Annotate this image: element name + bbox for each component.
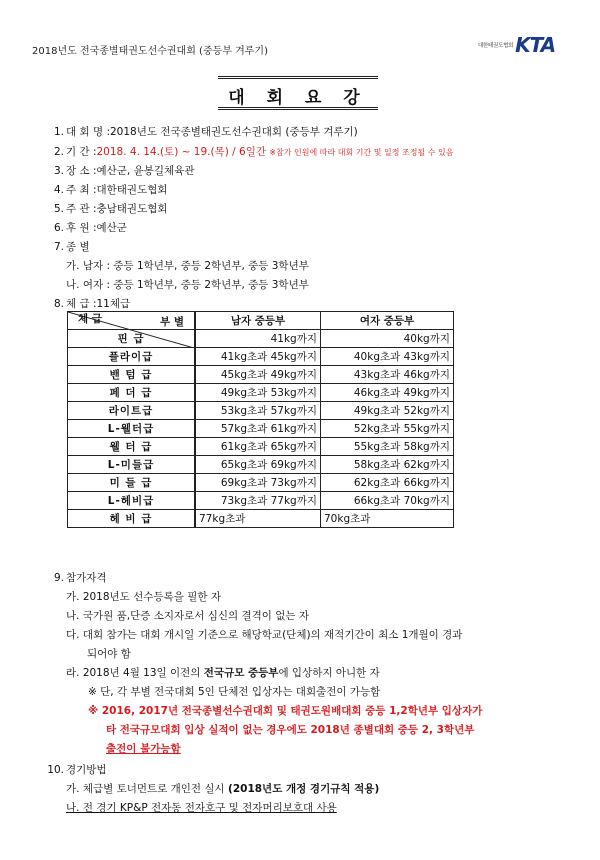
item-number: 3.: [53, 165, 64, 177]
item-number: 2.: [53, 146, 64, 158]
item-value: 대한태권도협회: [96, 184, 168, 196]
kta-logo: [478, 33, 555, 57]
item-sponsor: [46, 220, 127, 235]
item-competition-method: [46, 762, 107, 777]
eligibility-d-text: 라. 2018년 4월 13일 이전의: [66, 667, 204, 679]
male-range: 73kg초과 77kg까지: [195, 492, 321, 510]
item-value: 11체급: [96, 298, 131, 310]
item-number: 9.: [53, 572, 64, 584]
item-label: 대 회 명 :: [66, 126, 110, 138]
weight-class-name: 헤 비 급: [68, 510, 196, 528]
male-range: 41kg까지: [195, 330, 321, 348]
item-weight-classes: [46, 296, 130, 311]
male-range: 69kg초과 73kg까지: [195, 474, 321, 492]
weight-class-table: [67, 311, 454, 528]
item-label: 후 원 :: [66, 222, 97, 234]
female-range: 62kg초과 66kg까지: [321, 474, 454, 492]
item-number: 4.: [53, 184, 64, 196]
item-label: 주 최 :: [66, 184, 97, 196]
method-a-text: 가. 체급별 토너먼트로 개인전 실시: [66, 783, 229, 795]
table-row: [68, 492, 454, 510]
item-number: 1.: [53, 126, 64, 138]
item-label: 장 소 :: [66, 165, 97, 177]
item-value: 예산군: [96, 222, 127, 234]
item-label: 경기방법: [66, 764, 107, 776]
table-row: [68, 510, 454, 528]
male-range: 41kg초과 45kg까지: [195, 348, 321, 366]
weight-class-name: L-헤비급: [68, 492, 196, 510]
table-corner-header: [68, 312, 196, 330]
header-division: 부 별: [160, 316, 184, 328]
female-range: 66kg초과 70kg까지: [321, 492, 454, 510]
weight-class-name: 플라이급: [68, 348, 196, 366]
table-row: [68, 348, 454, 366]
item-event-name: [46, 124, 358, 139]
male-range: 53kg초과 57kg까지: [195, 402, 321, 420]
item-number: 7.: [53, 241, 64, 253]
male-range: 45kg초과 49kg까지: [195, 366, 321, 384]
male-range: 77kg초과: [195, 510, 321, 528]
eligibility-d-bold: 전국규모 중등부: [203, 667, 279, 679]
item-label: 체 급 :: [66, 298, 97, 310]
method-a-bold: (2018년도 개정 경기규칙 적용): [228, 783, 380, 795]
table-row: [68, 366, 454, 384]
page-title: 대 회 요 강: [228, 88, 368, 108]
weight-class-name: 라이트급: [68, 402, 196, 420]
female-range: 49kg초과 52kg까지: [321, 402, 454, 420]
item-label: 기 간 :: [66, 146, 97, 158]
eligibility-b: 나. 국가원 품,단증 소지자로서 심신의 결격이 없는 자: [66, 610, 310, 622]
table-row: [68, 456, 454, 474]
table-row: [68, 438, 454, 456]
weight-class-name: L-미들급: [68, 456, 196, 474]
eligibility-note-team: ※ 단, 각 부별 전국대회 5인 단체전 입상자는 대회출전이 가능함: [88, 686, 381, 698]
weight-class-name: 페 더 급: [68, 384, 196, 402]
table-row: [68, 474, 454, 492]
weight-class-name: L-웰터급: [68, 420, 196, 438]
male-range: 61kg초과 65kg까지: [195, 438, 321, 456]
division-male: 가. 남자 : 중등 1학년부, 중등 2학년부, 중등 3학년부: [66, 260, 309, 272]
eligibility-d-tail: 에 입상하지 아니한 자: [278, 667, 380, 679]
document-header: 2018년도 전국종별태권도선수권대회 (중등부 겨루기): [32, 46, 268, 57]
period-note: ※참가 인원에 따라 대회 기간 및 일정 조정될 수 있음: [269, 148, 454, 157]
item-value: 2018. 4. 14.(토) ~ 19.(목) / 6일간: [96, 146, 266, 158]
header-male: 남자 중등부: [195, 312, 321, 330]
female-range: 43kg초과 46kg까지: [321, 366, 454, 384]
item-label: 종 별: [66, 241, 90, 253]
table-row: [68, 420, 454, 438]
item-value: 2018년도 전국종별태권도선수권대회 (중등부 겨루기): [109, 126, 358, 138]
item-value: 충남태권도협회: [96, 203, 168, 215]
item-value: 예산군, 윤봉길체육관: [96, 165, 195, 177]
female-range: 70kg초과: [321, 510, 454, 528]
item-venue: [46, 163, 194, 178]
item-number: 8.: [53, 298, 64, 310]
method-b: 나. 전 경기 KP&P 전자동 전자호구 및 전자머리보호대 사용: [66, 802, 337, 814]
weight-class-name: 핀 급: [68, 330, 196, 348]
male-range: 57kg초과 61kg까지: [195, 420, 321, 438]
table-row: [68, 402, 454, 420]
female-range: 52kg초과 55kg까지: [321, 420, 454, 438]
male-range: 49kg초과 53kg까지: [195, 384, 321, 402]
table-row: [68, 384, 454, 402]
female-range: 58kg초과 62kg까지: [321, 456, 454, 474]
item-label: 참가자격: [66, 572, 107, 584]
male-range: 65kg초과 69kg까지: [195, 456, 321, 474]
table-header-row: [68, 312, 454, 330]
item-label: 주 관 :: [66, 203, 97, 215]
title-frame: [218, 76, 378, 110]
female-range: 40kg까지: [321, 330, 454, 348]
logo-mark: KTA: [515, 33, 556, 57]
eligibility-note-restriction-1: ※ 2016, 2017년 전국종별선수권대회 및 태권도원배대회 중등 1,2학년부 입상자가: [88, 705, 483, 717]
logo-org-name: 대한태권도협회: [478, 43, 514, 49]
header-female: 여자 중등부: [321, 312, 454, 330]
female-range: 55kg초과 58kg까지: [321, 438, 454, 456]
eligibility-note-restriction-2: 타 전국규모대회 입상 실적이 없는 경우에도 2018년 종별대회 중등 2, 3학년부: [106, 724, 475, 736]
item-number: 6.: [53, 222, 64, 234]
weight-class-name: 미 들 급: [68, 474, 196, 492]
female-range: 40kg초과 43kg까지: [321, 348, 454, 366]
item-organizer: [46, 201, 168, 216]
eligibility-c-cont: 되어야 함: [87, 648, 131, 660]
item-number: 5.: [53, 203, 64, 215]
eligibility-d: [66, 665, 380, 680]
female-range: 46kg초과 49kg까지: [321, 384, 454, 402]
item-divisions: [46, 239, 90, 254]
eligibility-a: 가. 2018년도 선수등록을 필한 자: [66, 591, 221, 603]
item-number: 10.: [47, 764, 64, 776]
header-weight: 체 급: [78, 313, 102, 325]
method-a: [66, 781, 379, 796]
weight-class-name: 웰 터 급: [68, 438, 196, 456]
eligibility-c: 다. 대회 참가는 대회 개시일 기준으로 해당학교(단체)의 재적기간이 최소 1개월이 경과: [66, 629, 463, 641]
item-period: [46, 144, 453, 159]
item-eligibility: [46, 570, 107, 585]
item-host: [46, 182, 168, 197]
weight-class-name: 밴 텀 급: [68, 366, 196, 384]
eligibility-note-restriction-3: 출전이 불가능함: [106, 743, 181, 755]
division-female: 나. 여자 : 중등 1학년부, 중등 2학년부, 중등 3학년부: [66, 279, 309, 291]
